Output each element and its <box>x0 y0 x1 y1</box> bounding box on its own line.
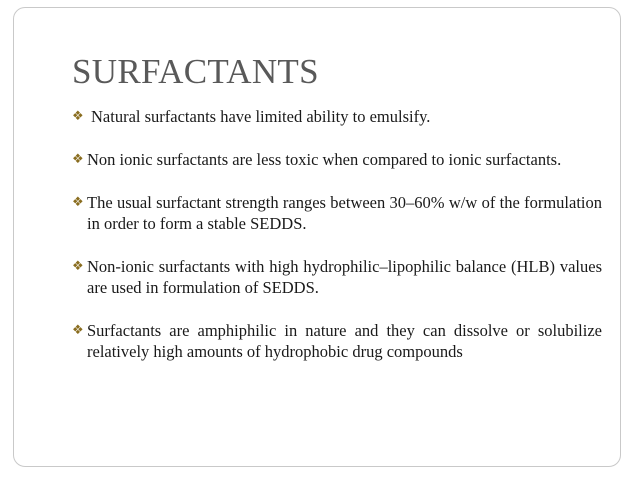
diamond-bullet-icon: ❖ <box>72 195 84 210</box>
bullet-text: Non ionic surfactants are less toxic when compared to ionic surfactants. <box>87 150 562 169</box>
bullet-item <box>72 106 602 127</box>
diamond-bullet-icon: ❖ <box>72 259 84 274</box>
diamond-bullet-icon: ❖ <box>72 152 84 167</box>
bullet-item <box>72 149 602 170</box>
bullet-text: The usual surfactant strength ranges between 30–60% w/w of the formulation in order to form a stable SEDDS. <box>87 193 602 233</box>
diamond-bullet-icon: ❖ <box>72 323 84 338</box>
bullet-item <box>72 256 602 298</box>
bullet-list <box>72 106 602 362</box>
bullet-text: Surfactants are amphiphilic in nature and they can dissolve or solubilize relatively high amounts of hydrophobic drug compounds <box>87 321 602 361</box>
bullet-item <box>72 192 602 234</box>
bullet-text: Non-ionic surfactants with high hydrophilic–lipophilic balance (HLB) values are used in formulation of SEDDS. <box>87 257 602 297</box>
bullet-text: Natural surfactants have limited ability to emulsify. <box>91 107 431 126</box>
diamond-bullet-icon: ❖ <box>72 109 84 124</box>
slide-title: SURFACTANTS <box>72 52 319 91</box>
bullet-item <box>72 320 602 362</box>
